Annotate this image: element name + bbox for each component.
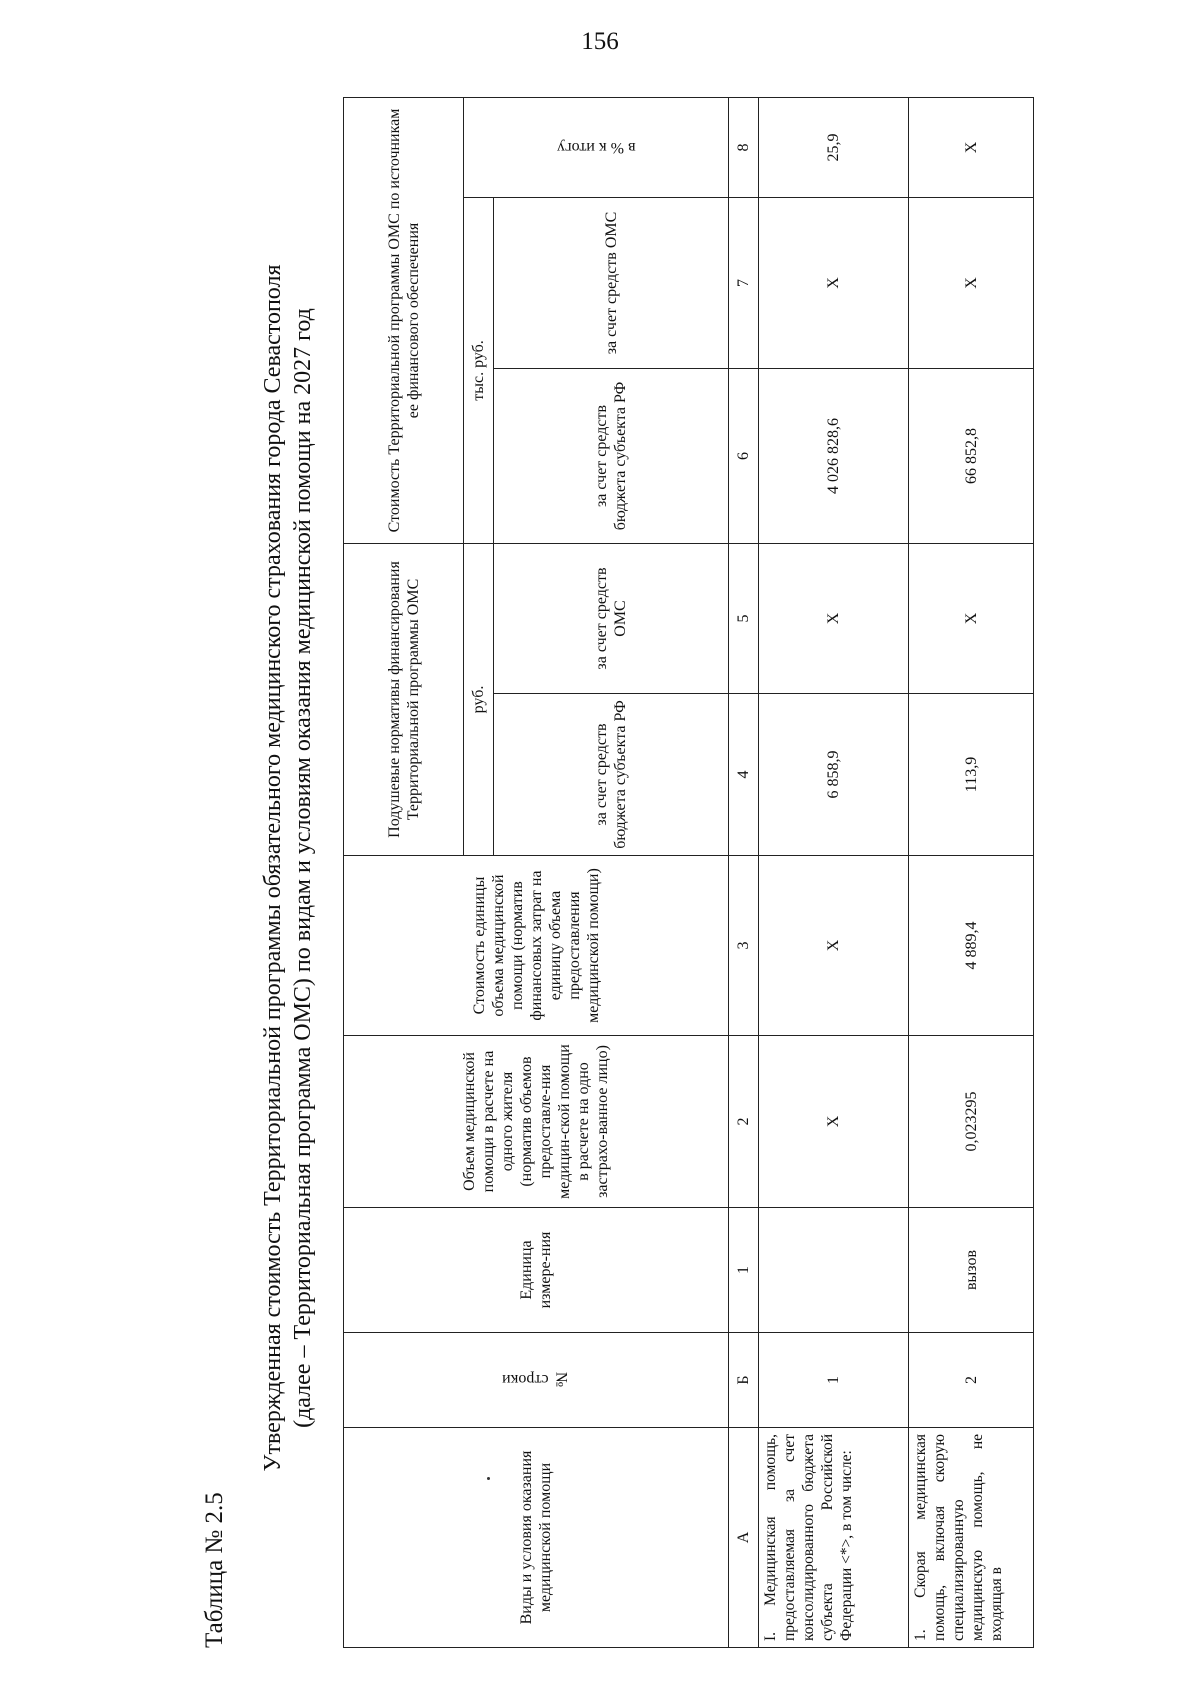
header-row-1 xyxy=(344,97,464,1647)
header-volume: Объем медицинской помощи в расчете на одного жителя (норматив объемов предоставле-ния медицин-ской помощи в расчете на одно застрахо-ванное лицо) xyxy=(344,1036,729,1208)
table-title-line-2: (далее – Территориальная программа ОМС) по видам и условиям оказания медицинской помощи на 2027 год xyxy=(290,308,316,1428)
header-rub: руб. xyxy=(464,543,494,855)
page-number: 156 xyxy=(581,28,619,55)
row-unit xyxy=(759,1208,909,1333)
column-code: Б xyxy=(729,1333,759,1428)
table-row xyxy=(759,97,909,1647)
header-cost-unit: Стоимость единицы объема медицинской помощи (норматив финансовых затрат на единицу объема предоставления медицинской помощи) xyxy=(344,856,729,1036)
table-title-line-1: Утвержденная стоимость Территориальной программы обязательного медицинского страхования города Севастополя xyxy=(260,264,286,1472)
row-cost-oms: X xyxy=(909,197,1034,368)
header-percent-total-label: в % к итогу xyxy=(556,138,636,156)
cost-table xyxy=(343,97,1034,1648)
column-code: 4 xyxy=(729,694,759,856)
column-code: 2 xyxy=(729,1036,759,1208)
column-code: 7 xyxy=(729,197,759,368)
row-volume: X xyxy=(759,1036,909,1208)
row-per-capita-oms: X xyxy=(759,543,909,693)
column-code: 1 xyxy=(729,1208,759,1333)
row-name: I. Медицинская помощь, предоставляемая за счет консолидированного бюджета субъекта Российской Федерации <*>, в том числе: xyxy=(759,1428,909,1648)
row-per-capita-oms: X xyxy=(909,543,1034,693)
header-unit: Единица измере-ния xyxy=(344,1208,729,1333)
row-percent: 25,9 xyxy=(759,97,909,197)
row-cost-budget: 66 852,8 xyxy=(909,368,1034,543)
header-cost-oms: за счет средств ОМС xyxy=(494,197,729,368)
row-number: 2 xyxy=(909,1333,1034,1428)
column-code: А xyxy=(729,1428,759,1648)
column-code: 3 xyxy=(729,856,759,1036)
header-thous-rub: тыс. руб. xyxy=(464,197,494,543)
row-volume: 0,023295 xyxy=(909,1036,1034,1208)
table-caption: Таблица № 2.5 xyxy=(201,1492,228,1648)
header-per-capita-budget: за счет средств бюджета субъекта РФ xyxy=(494,694,729,856)
row-name: 1. Скорая медицинская помощь, включая скорую специализированную медицинскую помощь, не входящая в xyxy=(909,1428,1034,1648)
header-types: Виды и условия оказания медицинской помощи xyxy=(344,1428,729,1648)
column-code: 6 xyxy=(729,368,759,543)
column-code: 5 xyxy=(729,543,759,693)
header-cost-budget: за счет средств бюджета субъекта РФ xyxy=(494,368,729,543)
header-row-no xyxy=(344,1333,729,1428)
rotated-content xyxy=(200,48,1200,1648)
table-row xyxy=(909,97,1034,1647)
header-percent-total xyxy=(464,97,729,197)
header-per-capita-oms: за счет средств ОМС xyxy=(494,543,729,693)
row-per-capita-budget: 113,9 xyxy=(909,694,1034,856)
row-cost-budget: 4 026 828,6 xyxy=(759,368,909,543)
row-number: 1 xyxy=(759,1333,909,1428)
table-title xyxy=(258,88,318,1648)
row-percent: X xyxy=(909,97,1034,197)
row-per-capita-budget: 6 858,9 xyxy=(759,694,909,856)
column-code: 8 xyxy=(729,97,759,197)
row-unit: вызов xyxy=(909,1208,1034,1333)
header-per-capita: Подушевые нормативы финансирования Территориальной программы ОМС xyxy=(344,543,464,855)
column-codes-row xyxy=(729,97,759,1647)
row-cost-oms: X xyxy=(759,197,909,368)
row-cost-unit: X xyxy=(759,856,909,1036)
header-cost-program: Стоимость Территориальной программы ОМС по источникам ее финансового обеспечения xyxy=(344,97,464,543)
row-cost-unit: 4 889,4 xyxy=(909,856,1034,1036)
header-row-no-label: № строки xyxy=(502,1371,570,1389)
